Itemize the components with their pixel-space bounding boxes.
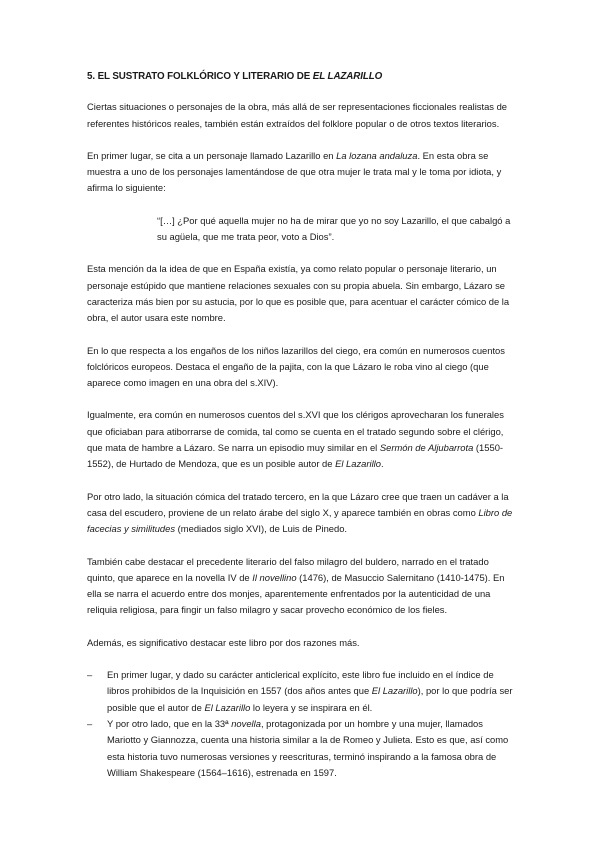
paragraph-clerigos: Igualmente, era común en numerosos cuentos del s.XVI que los clérigos aprovecharan los funerales que oficiaban para atiborrarse de comida, tal como se cuenta en el tratado segundo sobre el clérigo, que mata de hambre a Lázaro. Se narra un episodio muy similar en el Sermón de Aljubarrota (1550-1552), de Hurtado de Mendoza, que es un posible autor de El Lazarillo. [87,409,504,470]
paragraph-tratado-tercero: Por otro lado, la situación cómica del tratado tercero, en la que Lázaro cree que traen un cadáver a la casa del escudero, proviene de un relato árabe del siglo X, y aparece también en obras como Libro de facecias y similitudes (mediados siglo XVI), de Luis de Pinedo. [87,490,513,535]
paragraph-razones: Además, es significativo destacar este libro por dos razones más. [87,636,360,648]
list-item: – En primer lugar, y dado su carácter anticlerical explícito, este libro fue incluido en el índice de libros prohibidos de la Inquisición en 1557 (dos años antes que El Lazarillo), por lo que podría ser posible que el autor de El Lazarillo lo leyera y se inspirara en él. [87,669,513,713]
document-page [87,69,517,781]
list-item: – Y por otro lado, que en la 33ª novella, protagonizada por un hombre y una mujer, llamados Mariotto y Giannozza, cuenta una historia similar a la de Romeo y Julieta. Esto es que, así como esta historia tuvo numerosas versiones y reescrituras, terminó inspirando a la famosa obra de William Shakespeare (1564–1616), estrenada en 1597. [87,717,509,778]
dash-bullet: – [87,717,93,729]
section-heading: 5. EL SUSTRATO FOLKLÓRICO Y LITERARIO DE EL LAZARILLO [87,71,383,82]
block-quote: “[…] ¿Por qué aquella mujer no ha de mirar que yo no soy Lazarillo, el que cabalgó a su agüela, que me trata peor, voto a Dios”. [157,214,511,243]
dash-bullet: – [87,669,93,681]
paragraph-mencion: Esta mención da la idea de que en España existía, ya como relato popular o personaje literario, un personaje estúpido que mantiene relaciones sexuales con su propia abuela. Sin embargo, Lázaro se caracteriza más bien por su astucia, por lo que es posible que, para acentuar el carácter cómico de la obra, el autor usara este nombre. [87,263,510,324]
reasons-list [87,667,517,781]
paragraph-enganos: En lo que respecta a los engaños de los niños lazarillos del ciego, era común en numerosos cuentos folclóricos europeos. Destaca el engaño de la pajita, con la que Lázaro le roba vino al ciego (que aparece como imagen en una obra del s.XIV). [87,344,505,389]
paragraph-intro: Ciertas situaciones o personajes de la obra, más allá de ser representaciones ficcionales realistas de referentes históricos reales, también están extraídos del folklore popular o de otros textos literarios. [87,101,508,129]
paragraph-buldero: También cabe destacar el precedente literario del falso milagro del buldero, narrado en el tratado quinto, que aparece en la novella IV de Il novellino (1476), de Masuccio Salernitano (1410-1475). En ella se narra el acuerdo entre dos monjes, aparentemente enfrentados por la autenticidad de una reliquia religiosa, para fingir un falso milagro y sacar provecho económico de los fieles. [87,555,505,616]
paragraph-lozana: En primer lugar, se cita a un personaje llamado Lazarillo en La lozana andaluza. En esta obra se muestra a uno de los personajes lamentándose de que otra mujer le trata mal y le toma por idiota, y afirma lo siguiente: [87,149,502,194]
